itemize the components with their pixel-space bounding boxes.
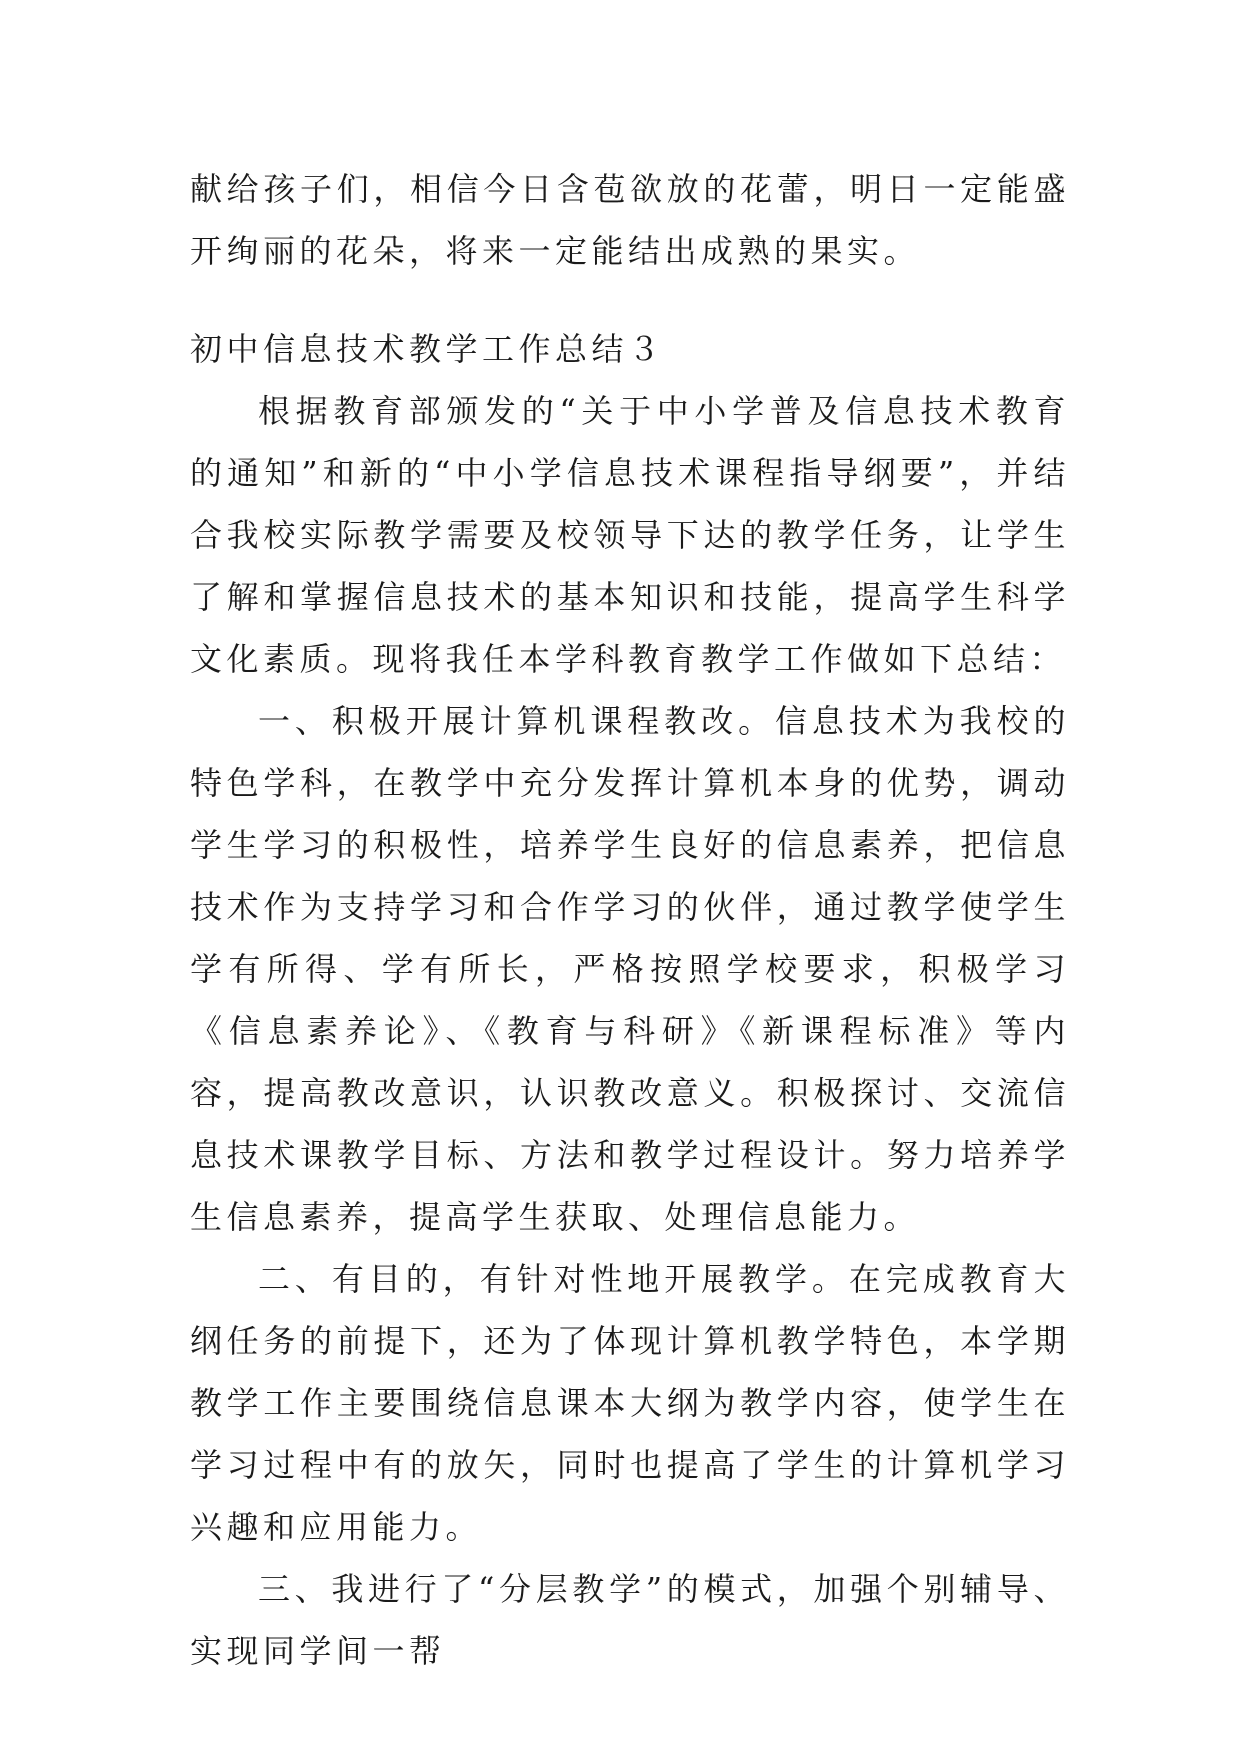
paragraph-intro: 根据教育部颁发的“关于中小学普及信息技术教育的通知”和新的“中小学信息技术课程指导纲要”，并结合我校实际教学需要及校领导下达的教学任务，让学生了解和掌握信息技术的基本知识和技能，提高学生科学文化素质。现将我任本学科教育教学工作做如下总结： [190, 392, 1070, 678]
document-body [190, 158, 1070, 1682]
section-title: 初中信息技术教学工作总结３ [190, 330, 665, 368]
paragraph-point-two: 二、有目的，有针对性地开展教学。在完成教育大纲任务的前提下，还为了体现计算机教学特色，本学期教学工作主要围绕信息课本大纲为教学内容，使学生在学习过程中有的放矢，同时也提高了学生的计算机学习兴趣和应用能力。 [190, 1260, 1070, 1546]
paragraph-point-one: 一、积极开展计算机课程教改。信息技术为我校的特色学科，在教学中充分发挥计算机本身的优势，调动学生学习的积极性，培养学生良好的信息素养，把信息技术作为支持学习和合作学习的伙伴，通过教学使学生学有所得、学有所长，严格按照学校要求，积极学习《信息素养论》、《教育与科研》《新课程标准》等内容，提高教改意识，认识教改意义。积极探讨、交流信息技术课教学目标、方法和教学过程设计。努力培养学生信息素养，提高学生获取、处理信息能力。 [190, 702, 1070, 1236]
paragraph-point-three: 三、我进行了“分层教学”的模式，加强个别辅导、实现同学间一帮 [190, 1570, 1070, 1670]
opening-paragraph: 献给孩子们，相信今日含苞欲放的花蕾，明日一定能盛开绚丽的花朵，将来一定能结出成熟的果实。 [190, 170, 1070, 270]
